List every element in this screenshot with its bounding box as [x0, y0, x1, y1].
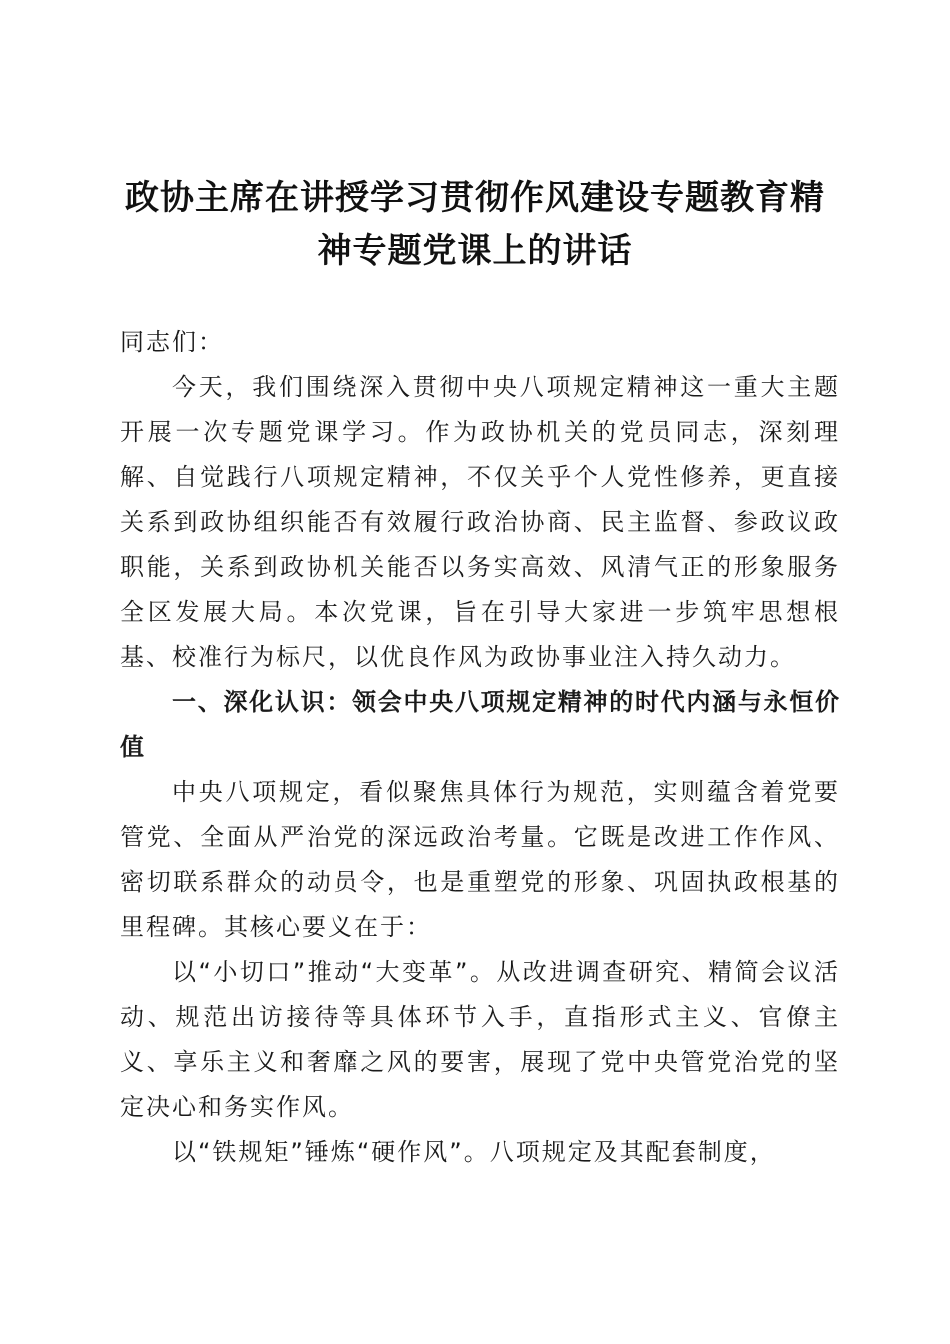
title-line-2: 神专题党课上的讲话	[317, 231, 633, 271]
section-heading-1: 一、深化认识：领会中央八项规定精神的时代内涵与永恒价值	[120, 688, 840, 761]
paragraph-point-2: 以“铁规矩”锤炼“硬作风”。八项规定及其配套制度，	[172, 1138, 776, 1166]
paragraph-intro: 今天，我们围绕深入贯彻中央八项规定精神这一重大主题开展一次专题党课学习。作为政协机关的党员同志，深刻理解、自觉践行八项规定精神，不仅关乎个人党性修养，更直接关系到政协组织能否有效履行政治协商、民主监督、参政议政职能，关系到政协机关能否以务实高效、风清气正的形象服务全区发展大局。本次党课，旨在引导大家进一步筑牢思想根基、校准行为标尺，以优良作风为政协事业注入持久动力。	[120, 373, 840, 671]
title-line-1: 政协主席在讲授学习贯彻作风建设专题教育精	[125, 178, 825, 218]
document-body	[120, 320, 840, 1175]
document-title	[100, 172, 850, 278]
salutation: 同志们：	[120, 328, 224, 356]
paragraph-section-1: 中央八项规定，看似聚焦具体行为规范，实则蕴含着党要管党、全面从严治党的深远政治考量。它既是改进工作作风、密切联系群众的动员令，也是重塑党的形象、巩固执政根基的里程碑。其核心要义在于：	[120, 778, 840, 941]
paragraph-point-1: 以“小切口”推动“大变革”。从改进调查研究、精简会议活动、规范出访接待等具体环节入手，直指形式主义、官僚主义、享乐主义和奢靡之风的要害，展现了党中央管党治党的坚定决心和务实作风。	[120, 958, 840, 1121]
